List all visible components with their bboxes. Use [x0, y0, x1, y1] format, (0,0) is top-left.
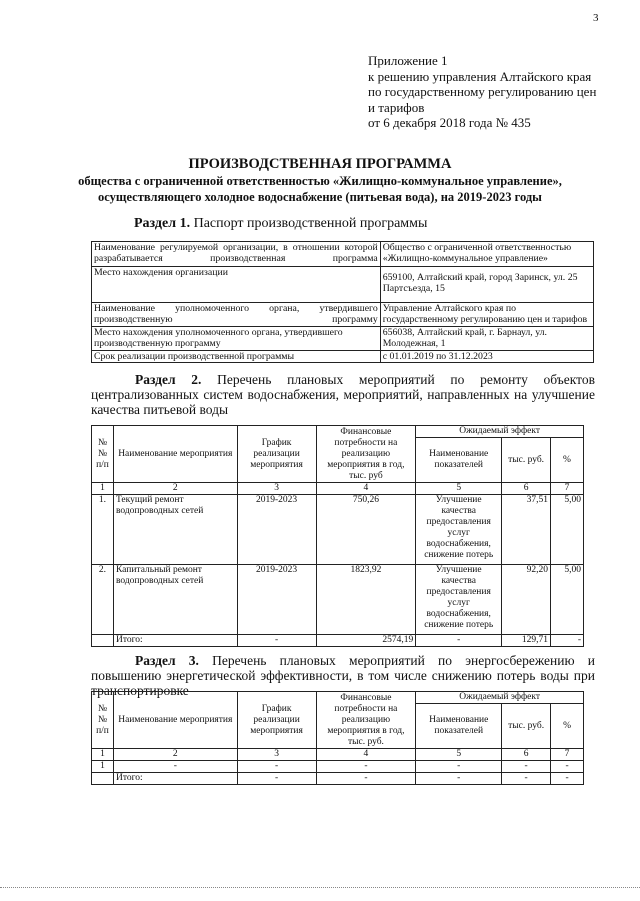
row-name: Капитальный ремонт водопроводных сетей: [113, 565, 237, 635]
row-name: -: [113, 761, 237, 773]
total-num: [92, 635, 114, 647]
header-effect: Ожидаемый эффект: [416, 692, 584, 704]
row-num: 1.: [92, 495, 114, 565]
passport-label: Срок реализации производственной программы: [92, 351, 381, 363]
passport-value: Общество с ограниченной ответственностью «Жилищно-коммунальное управление»: [380, 242, 593, 267]
passport-label: Наименование уполномоченного органа, утвердившего производственную программу: [92, 303, 381, 327]
appendix-line: к решению управления Алтайского края: [368, 68, 592, 84]
total-pct: -: [551, 635, 584, 647]
row-indicator: Улучшение качества предоставления услуг водоснабжения, снижение потерь: [416, 565, 502, 635]
row-rub: -: [502, 761, 551, 773]
column-number: 5: [416, 483, 502, 495]
table-row: [92, 761, 584, 773]
row-rub: 92,20: [502, 565, 551, 635]
header-rub: тыс. руб.: [502, 704, 551, 749]
passport-row: [92, 242, 594, 267]
column-number: 6: [502, 749, 551, 761]
title-line-3: осуществляющего холодное водоснабжение (питьевая вода), на 2019-2023 годы: [98, 190, 542, 204]
passport-value: 656038, Алтайский край, г. Барнаул, ул. Молодежная, 1: [380, 327, 593, 351]
total-row: [92, 635, 584, 647]
total-num: [92, 773, 114, 785]
column-number: 7: [551, 749, 584, 761]
passport-label: Место нахождения уполномоченного органа, утвердившего производственную программу: [92, 327, 381, 351]
column-number: 7: [551, 483, 584, 495]
header-pct: %: [551, 438, 584, 483]
header-num: №№ п/п: [92, 692, 114, 749]
appendix-line: по государственному регулированию цен: [368, 84, 597, 99]
section1-label: Раздел 1.: [134, 216, 191, 231]
row-pct: 5,00: [551, 565, 584, 635]
section2-heading: [91, 372, 595, 417]
passport-row: [92, 303, 594, 327]
appendix-line: и тарифов: [368, 99, 425, 115]
table-row: [92, 495, 584, 565]
total-rub: -: [502, 773, 551, 785]
document-title: [40, 155, 600, 205]
row-schedule: 2019-2023: [237, 495, 316, 565]
appendix-line: Приложение 1: [368, 53, 448, 68]
header-num: №№ п/п: [92, 426, 114, 483]
header-pct: %: [551, 704, 584, 749]
header-schedule: График реализации мероприятия: [237, 692, 316, 749]
row-pct: 5,00: [551, 495, 584, 565]
section3-text: Перечень плановых мероприятий по энергосбережению и повышению энергетической эффективности, в том числе снижению потерь воды при транспортировке: [91, 653, 595, 698]
passport-row: [92, 267, 594, 303]
column-number: 2: [113, 483, 237, 495]
header-effect: Ожидаемый эффект: [416, 426, 584, 438]
header-name: Наименование мероприятия: [113, 426, 237, 483]
header-finance: Финансовые потребности на реализацию мероприятия в год, тыс. руб: [316, 426, 416, 483]
header-schedule: График реализации мероприятия: [237, 426, 316, 483]
column-number: 2: [113, 749, 237, 761]
column-number: 1: [92, 483, 114, 495]
column-number-row: [92, 483, 584, 495]
passport-row: [92, 327, 594, 351]
column-number: 3: [237, 749, 316, 761]
header-indicator: Наименование показателей: [416, 704, 502, 749]
passport-row: [92, 351, 594, 363]
total-schedule: -: [237, 773, 316, 785]
table-row: [92, 565, 584, 635]
column-number: 4: [316, 483, 416, 495]
total-finance: 2574,19: [316, 635, 416, 647]
row-rub: 37,51: [502, 495, 551, 565]
row-finance: 1823,92: [316, 565, 416, 635]
passport-value: Управление Алтайского края по государственному регулированию цен и тарифов: [380, 303, 593, 327]
total-label: Итого:: [113, 773, 237, 785]
header-finance: Финансовые потребности на реализацию мероприятия в год, тыс. руб.: [316, 692, 416, 749]
row-indicator: -: [416, 761, 502, 773]
header-rub: тыс. руб.: [502, 438, 551, 483]
section2-text: Перечень плановых мероприятий по ремонту объектов централизованных систем водоснабжения, мероприятий, направленных на улучшение качества питьевой воды: [91, 372, 595, 417]
row-finance: 750,26: [316, 495, 416, 565]
title-line-2: общества с ограниченной ответственностью «Жилищно-коммунальное управление»,: [78, 174, 562, 188]
title-line-1: ПРОИЗВОДСТВЕННАЯ ПРОГРАММА: [188, 156, 452, 172]
passport-label: Место нахождения организации: [92, 267, 381, 303]
section1-text: Паспорт производственной программы: [190, 216, 428, 231]
section2-label: Раздел 2.: [135, 372, 202, 387]
passport-table: [91, 241, 594, 363]
section2-table: [91, 425, 584, 647]
column-number: 6: [502, 483, 551, 495]
total-finance: -: [316, 773, 416, 785]
section3-label: Раздел 3.: [135, 653, 199, 668]
row-schedule: -: [237, 761, 316, 773]
passport-value: с 01.01.2019 по 31.12.2023: [380, 351, 593, 363]
appendix-block: [368, 53, 596, 131]
section1-heading: [134, 216, 427, 232]
total-row: [92, 773, 584, 785]
row-schedule: 2019-2023: [237, 565, 316, 635]
total-label: Итого:: [113, 635, 237, 647]
column-number: 1: [92, 749, 114, 761]
section3-table: [91, 691, 584, 785]
row-pct: -: [551, 761, 584, 773]
page-number: 3: [593, 12, 599, 24]
header-row: [92, 692, 584, 704]
column-number: 3: [237, 483, 316, 495]
row-indicator: Улучшение качества предоставления услуг водоснабжения, снижение потерь: [416, 495, 502, 565]
total-indicator: -: [416, 773, 502, 785]
header-indicator: Наименование показателей: [416, 438, 502, 483]
column-number: 5: [416, 749, 502, 761]
column-number-row: [92, 749, 584, 761]
passport-label: Наименование регулируемой организации, в отношении которой разрабатывается производственная программа: [92, 242, 381, 267]
row-num: 2.: [92, 565, 114, 635]
appendix-line: от 6 декабря 2018 года № 435: [368, 115, 531, 130]
row-finance: -: [316, 761, 416, 773]
column-number: 4: [316, 749, 416, 761]
total-schedule: -: [237, 635, 316, 647]
total-pct: -: [551, 773, 584, 785]
scan-edge-divider: [0, 887, 640, 888]
header-row: [92, 426, 584, 438]
header-name: Наименование мероприятия: [113, 692, 237, 749]
passport-value: 659100, Алтайский край, город Заринск, ул. 25 Партсъезда, 15: [380, 267, 593, 303]
total-rub: 129,71: [502, 635, 551, 647]
row-num: 1: [92, 761, 114, 773]
total-indicator: -: [416, 635, 502, 647]
row-name: Текущий ремонт водопроводных сетей: [113, 495, 237, 565]
